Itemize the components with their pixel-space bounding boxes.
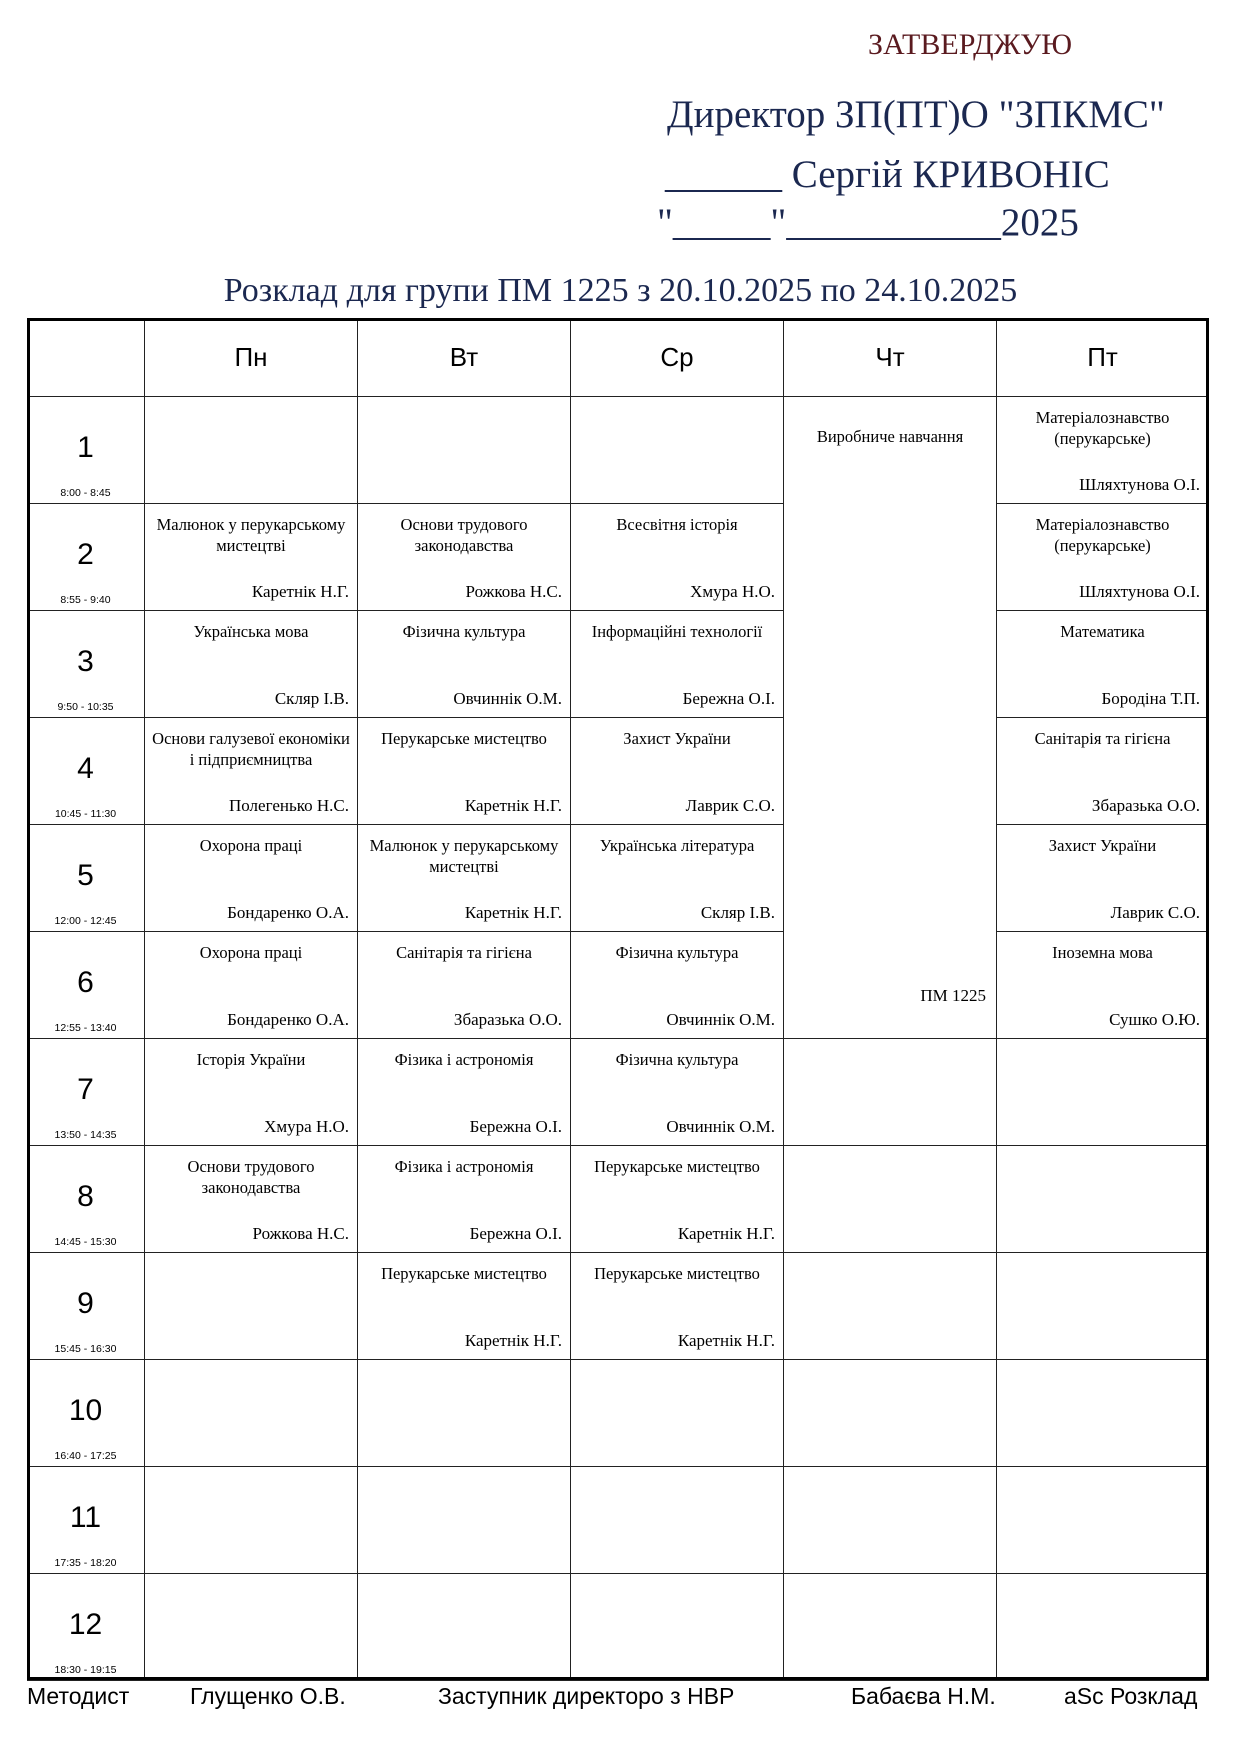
lesson-teacher: Шляхтунова О.І. [1079, 582, 1200, 601]
lesson-subject: Перукарське мистецтво [381, 729, 547, 748]
deputy-label: Заступник директоро з НВР [438, 1683, 735, 1709]
lesson-block-practice [784, 397, 997, 1039]
period-time: 14:45 - 15:30 [54, 1236, 117, 1248]
lesson-cell [358, 1039, 571, 1146]
lesson-subject: Матеріалознавство (перукарське) [1035, 408, 1170, 448]
lesson-teacher: Бережна О.І. [682, 689, 775, 708]
approve-stamp: ЗАТВЕРДЖУЮ [868, 28, 1073, 61]
period-time: 16:40 - 17:25 [54, 1450, 117, 1462]
lesson-teacher: Збаразька О.О. [453, 1010, 562, 1029]
period-time: 13:50 - 14:35 [54, 1129, 117, 1141]
lesson-subject: Фізика і астрономія [394, 1157, 534, 1176]
lesson-teacher: Скляр І.В. [700, 903, 775, 922]
lesson-cell-empty [571, 1467, 784, 1574]
lesson-subject: Санітарія та гігієна [396, 943, 532, 962]
lesson-teacher: Бережна О.І. [469, 1224, 562, 1243]
lesson-cell [358, 504, 571, 611]
lesson-cell-empty [145, 1467, 358, 1574]
lesson-cell [358, 825, 571, 932]
lesson-cell-empty [145, 397, 358, 504]
lesson-cell-empty [145, 1253, 358, 1360]
lesson-cell [358, 1253, 571, 1360]
period-cell [27, 1039, 145, 1146]
period-time: 12:00 - 12:45 [54, 915, 117, 927]
lesson-teacher: Збаразька О.О. [1091, 796, 1200, 815]
lesson-teacher: Бондаренко О.А. [227, 903, 349, 922]
period-number: 9 [77, 1287, 94, 1320]
period-number: 8 [77, 1180, 94, 1213]
lesson-teacher: Скляр І.В. [274, 689, 349, 708]
lesson-teacher: Каретнік Н.Г. [464, 796, 562, 815]
lesson-cell-empty [784, 1039, 997, 1146]
lesson-cell [997, 718, 1209, 825]
lesson-teacher: Рожкова Н.С. [465, 582, 562, 601]
period-number: 5 [77, 859, 94, 892]
page-title: Розклад для групи ПМ 1225 з 20.10.2025 по 24.10.2025 [223, 272, 1018, 309]
lesson-subject: Основи трудового законодавства [400, 515, 528, 555]
lesson-subject: Охорона праці [199, 836, 303, 855]
period-time: 8:00 - 8:45 [60, 487, 111, 499]
lesson-teacher: Овчиннік О.М. [666, 1117, 775, 1136]
period-number: 12 [68, 1608, 103, 1641]
period-cell [27, 932, 145, 1039]
lesson-cell [571, 1146, 784, 1253]
period-time: 15:45 - 16:30 [54, 1343, 117, 1355]
lesson-cell-empty [997, 1253, 1209, 1360]
lesson-subject: Перукарське мистецтво [594, 1157, 760, 1176]
lesson-subject: Інформаційні технології [591, 622, 763, 641]
methodist-label: Методист [27, 1683, 130, 1709]
period-time: 10:45 - 11:30 [54, 808, 117, 820]
lesson-teacher: Бородіна Т.П. [1101, 689, 1200, 708]
day-header: Ср [571, 318, 784, 397]
lesson-cell [997, 504, 1209, 611]
lesson-subject: Малюнок у перукарському мистецтві [369, 836, 559, 876]
lesson-cell [358, 718, 571, 825]
lesson-teacher: Бережна О.І. [469, 1117, 562, 1136]
lesson-cell-empty [145, 1360, 358, 1467]
lesson-teacher: Лаврик С.О. [685, 796, 775, 815]
lesson-cell [571, 718, 784, 825]
lesson-teacher: Каретнік Н.Г. [677, 1331, 775, 1350]
lesson-cell-empty [784, 1146, 997, 1253]
lesson-cell [997, 932, 1209, 1039]
lesson-subject: Перукарське мистецтво [381, 1264, 547, 1283]
lesson-cell-empty [784, 1360, 997, 1467]
day-header: Пт [997, 318, 1209, 397]
lesson-subject: Санітарія та гігієна [1034, 729, 1171, 748]
lesson-cell-empty [784, 1574, 997, 1681]
lesson-cell [358, 611, 571, 718]
lesson-teacher: Шляхтунова О.І. [1079, 475, 1200, 494]
lesson-subject: Захист України [623, 729, 731, 748]
lesson-subject: Охорона праці [199, 943, 303, 962]
lesson-subject: Основи галузевої економіки і підприємництва [152, 729, 350, 769]
lesson-cell [571, 504, 784, 611]
lesson-group: ПМ 1225 [920, 986, 986, 1005]
lesson-cell-empty [784, 1253, 997, 1360]
period-number: 10 [68, 1394, 103, 1427]
lesson-cell [997, 611, 1209, 718]
period-number: 6 [77, 966, 94, 999]
lesson-teacher: Хмура Н.О. [264, 1117, 349, 1136]
lesson-cell-empty [571, 1574, 784, 1681]
period-time: 9:50 - 10:35 [57, 701, 114, 713]
lesson-teacher: Овчиннік О.М. [666, 1010, 775, 1029]
day-header: Пн [145, 318, 358, 397]
lesson-subject: Фізика і астрономія [394, 1050, 534, 1069]
period-cell [27, 1360, 145, 1467]
lesson-cell-empty [358, 1360, 571, 1467]
director-signature: ______ Сергій КРИВОНІС [665, 153, 1110, 196]
lesson-cell-empty [997, 1146, 1209, 1253]
lesson-teacher: Рожкова Н.С. [252, 1224, 349, 1243]
period-cell [27, 611, 145, 718]
lesson-cell [997, 825, 1209, 932]
lesson-cell [145, 1039, 358, 1146]
period-time: 18:30 - 19:15 [54, 1664, 117, 1676]
lesson-subject: Фізична культура [615, 943, 739, 962]
lesson-subject: Виробниче навчання [816, 427, 964, 446]
period-number: 3 [77, 645, 94, 678]
lesson-cell [997, 397, 1209, 504]
lesson-subject: Українська література [599, 836, 755, 855]
lesson-cell [358, 932, 571, 1039]
lesson-cell [571, 1253, 784, 1360]
lesson-cell [358, 1146, 571, 1253]
period-cell [27, 1467, 145, 1574]
methodist-name: Глущенко О.В. [190, 1683, 346, 1709]
lesson-cell-empty [784, 1467, 997, 1574]
lesson-subject: Малюнок у перукарському мистецтві [156, 515, 346, 555]
lesson-cell-empty [997, 1467, 1209, 1574]
lesson-cell-empty [997, 1360, 1209, 1467]
approval-date: "_____"___________2025 [657, 201, 1079, 244]
lesson-teacher: Хмура Н.О. [690, 582, 775, 601]
period-cell [27, 1146, 145, 1253]
lesson-teacher: Каретнік Н.Г. [464, 903, 562, 922]
lesson-subject: Всесвітня історія [616, 515, 738, 534]
lesson-subject: Захист України [1048, 836, 1157, 855]
day-header: Вт [358, 318, 571, 397]
lesson-cell [145, 718, 358, 825]
period-cell [27, 718, 145, 825]
lesson-cell [145, 1146, 358, 1253]
lesson-teacher: Лаврик С.О. [1110, 903, 1200, 922]
lesson-cell [571, 932, 784, 1039]
lesson-cell [145, 932, 358, 1039]
lesson-teacher: Каретнік Н.Г. [677, 1224, 775, 1243]
period-cell [27, 504, 145, 611]
lesson-teacher: Овчиннік О.М. [453, 689, 562, 708]
lesson-cell [145, 825, 358, 932]
lesson-subject: Історія України [196, 1050, 306, 1069]
deputy-name: Бабаєва Н.М. [851, 1683, 996, 1709]
lesson-cell [571, 825, 784, 932]
period-number: 7 [77, 1073, 94, 1106]
period-number: 4 [77, 752, 94, 785]
period-number: 11 [69, 1501, 102, 1534]
lesson-teacher: Каретнік Н.Г. [251, 582, 349, 601]
lesson-cell [571, 611, 784, 718]
period-cell [27, 1253, 145, 1360]
lesson-subject: Фізична культура [402, 622, 526, 641]
period-time: 8:55 - 9:40 [60, 594, 111, 606]
period-number: 1 [77, 431, 94, 464]
period-cell [27, 397, 145, 504]
period-cell [27, 825, 145, 932]
lesson-subject: Матеріалознавство (перукарське) [1035, 515, 1170, 555]
lesson-subject: Фізична культура [615, 1050, 739, 1069]
lesson-teacher: Бондаренко О.А. [227, 1010, 349, 1029]
lesson-cell-empty [358, 397, 571, 504]
lesson-cell-empty [358, 1574, 571, 1681]
lesson-teacher: Сушко О.Ю. [1109, 1010, 1200, 1029]
lesson-cell-empty [997, 1574, 1209, 1681]
lesson-cell-empty [145, 1574, 358, 1681]
lesson-cell [145, 611, 358, 718]
lesson-subject: Основи трудового законодавства [187, 1157, 315, 1197]
director-title: Директор ЗП(ПТ)О "ЗПКМС" [667, 93, 1165, 136]
period-cell [27, 1574, 145, 1681]
lesson-subject: Українська мова [193, 622, 309, 641]
lesson-cell [145, 504, 358, 611]
lesson-subject: Перукарське мистецтво [594, 1264, 760, 1283]
period-number: 2 [77, 538, 94, 571]
lesson-subject: Математика [1060, 622, 1145, 641]
lesson-teacher: Полегенько Н.С. [229, 796, 349, 815]
lesson-subject: Іноземна мова [1052, 943, 1153, 962]
software-credit: aSc Розклад [1064, 1683, 1198, 1709]
period-time: 12:55 - 13:40 [54, 1022, 117, 1034]
lesson-cell-empty [571, 1360, 784, 1467]
period-time: 17:35 - 18:20 [54, 1557, 117, 1569]
day-header: Чт [784, 318, 997, 397]
lesson-cell-empty [571, 397, 784, 504]
lesson-cell [571, 1039, 784, 1146]
lesson-teacher: Каретнік Н.Г. [464, 1331, 562, 1350]
lesson-cell-empty [358, 1467, 571, 1574]
schedule-table [27, 318, 1209, 1680]
header-corner [27, 318, 145, 397]
lesson-cell-empty [997, 1039, 1209, 1146]
